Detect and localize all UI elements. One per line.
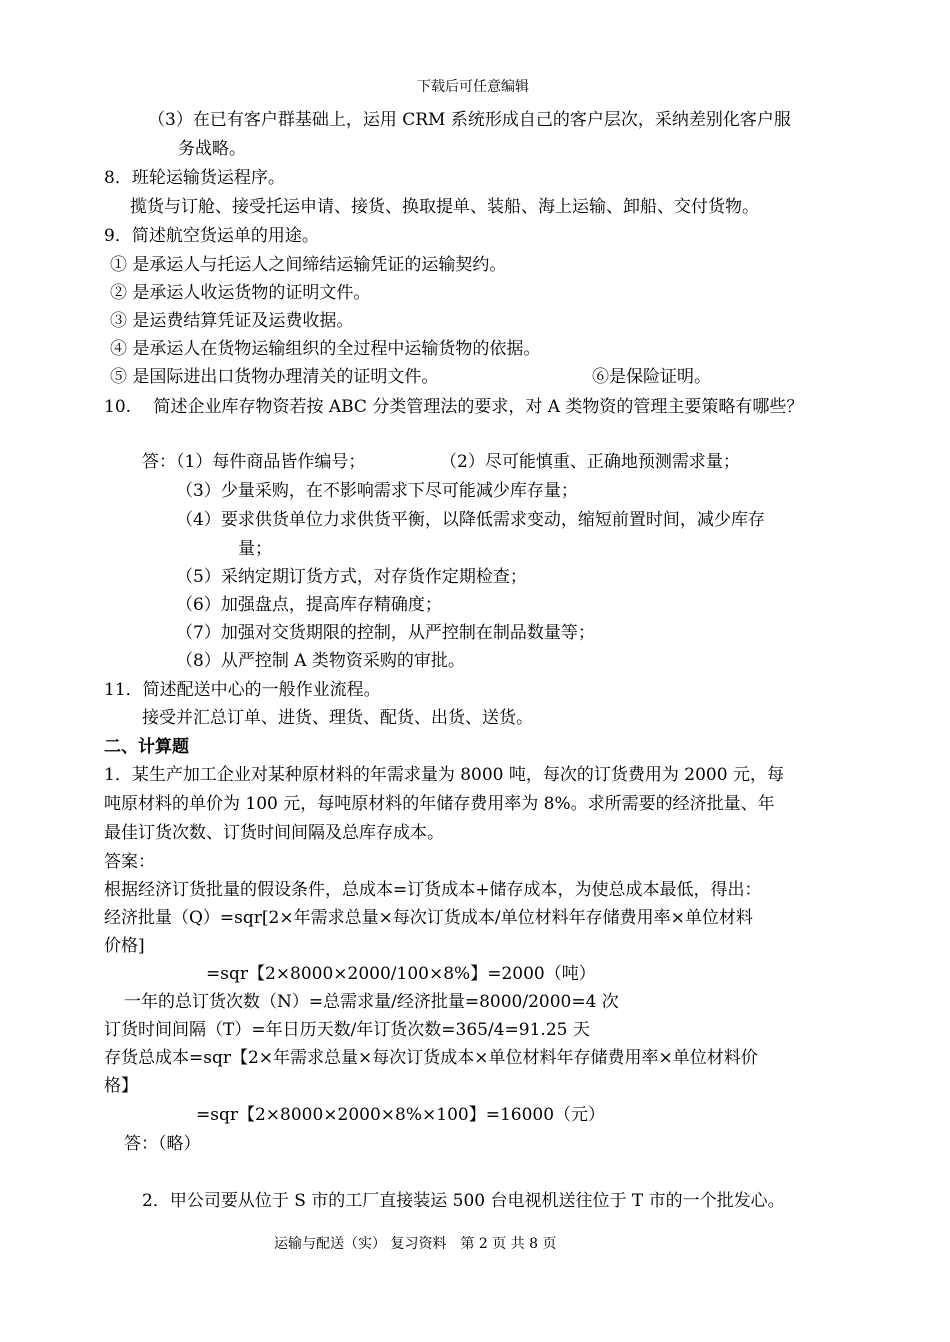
page-footer: 运输与配送（实） 复习资料 第 2 页 共 8 页	[274, 1236, 557, 1252]
answer-label: 答案：	[104, 852, 155, 872]
answer-line: （7）加强对交货期限的控制，从严控制在制品数量等；	[176, 623, 595, 643]
formula-line: 价格]	[104, 936, 145, 956]
answer-line: （2）尽可能慎重、正确地预测需求量；	[440, 452, 740, 472]
answer-line: 答：（略）	[124, 1134, 201, 1154]
answer-line: （5）采纳定期订货方式，对存货作定期检查；	[176, 567, 527, 587]
page-header: 下载后可任意编辑	[417, 79, 529, 95]
formula-line: =sqr【2×8000×2000/100×8%】=2000（吨）	[206, 964, 596, 984]
formula-line: 存货总成本=sqr【2×年需求总量×每次订货成本×单位材料年存储费用率×单位材料价	[104, 1048, 758, 1068]
section-heading: 9．简述航空货运单的用途。	[104, 226, 319, 246]
section-heading: 8．班轮运输货运程序。	[104, 168, 285, 188]
list-item: ① 是承运人与托运人之间缔结运输凭证的运输契约。	[110, 255, 507, 275]
answer-line: 量；	[238, 539, 272, 559]
answer-line: （3）少量采购，在不影响需求下尽可能减少库存量；	[176, 481, 578, 501]
formula-line: 经济批量（Q）=sqr[2×年需求总量×每次订货成本/单位材料年存储费用率×单位材料	[104, 908, 753, 928]
problem-line: 吨原材料的单价为 100 元，每吨原材料的年储存费用率为 8%。求所需要的经济批量、年	[104, 794, 775, 814]
problem-line: 2．甲公司要从位于 S 市的工厂直接装运 500 台电视机送往位于 T 市的一个批发心。	[142, 1191, 785, 1211]
section-heading: 11．简述配送中心的一般作业流程。	[104, 680, 381, 700]
formula-line: 格】	[104, 1076, 138, 1096]
problem-line: 最佳订货次数、订货时间间隔及总库存成本。	[104, 823, 444, 843]
section-title: 二、计算题	[104, 737, 189, 757]
list-item: ⑥是保险证明。	[592, 367, 711, 387]
list-item: ⑤ 是国际进出口货物办理清关的证明文件。	[110, 367, 439, 387]
section-heading: 10. 简述企业库存物资若按 ABC 分类管理法的要求，对 A 类物资的管理主要策略有哪些？	[104, 397, 804, 417]
answer-line: 答：（1）每件商品皆作编号；	[142, 452, 366, 472]
formula-line: 订货时间间隔（T）=年日历天数/年订货次数=365/4=91.25 天	[104, 1020, 590, 1040]
list-item: ③ 是运费结算凭证及运费收据。	[110, 311, 354, 331]
formula-line: =sqr【2×8000×2000×8%×100】=16000（元）	[196, 1105, 606, 1125]
problem-line: 1．某生产加工企业对某种原材料的年需求量为 8000 吨，每次的订货费用为 2000 元，每	[104, 765, 784, 785]
answer-line: （4）要求供货单位力求供货平衡，以降低需求变动，缩短前置时间，减少库存	[176, 510, 765, 530]
text-line: （3）在已有客户群基础上，运用 CRM 系统形成自己的客户层次，采纳差别化客户服	[148, 110, 791, 130]
list-item: ② 是承运人收运货物的证明文件。	[110, 283, 371, 303]
answer-line: （8）从严控制 A 类物资采购的审批。	[176, 651, 465, 671]
answer-line: （6）加强盘点，提高库存精确度；	[176, 595, 442, 615]
list-item: ④ 是承运人在货物运输组织的全过程中运输货物的依据。	[110, 339, 541, 359]
text-line: 接受并汇总订单、进货、理货、配货、出货、送货。	[142, 708, 533, 728]
text-line: 务战略。	[178, 139, 246, 159]
formula-line: 一年的总订货次数（N）=总需求量/经济批量=8000/2000=4 次	[124, 992, 619, 1012]
text-line: 揽货与订舱、接受托运申请、接货、换取提单、装船、海上运输、卸船、交付货物。	[130, 197, 759, 217]
text-line: 根据经济订货批量的假设条件，总成本=订货成本+储存成本，为使总成本最低，得出：	[104, 880, 762, 900]
